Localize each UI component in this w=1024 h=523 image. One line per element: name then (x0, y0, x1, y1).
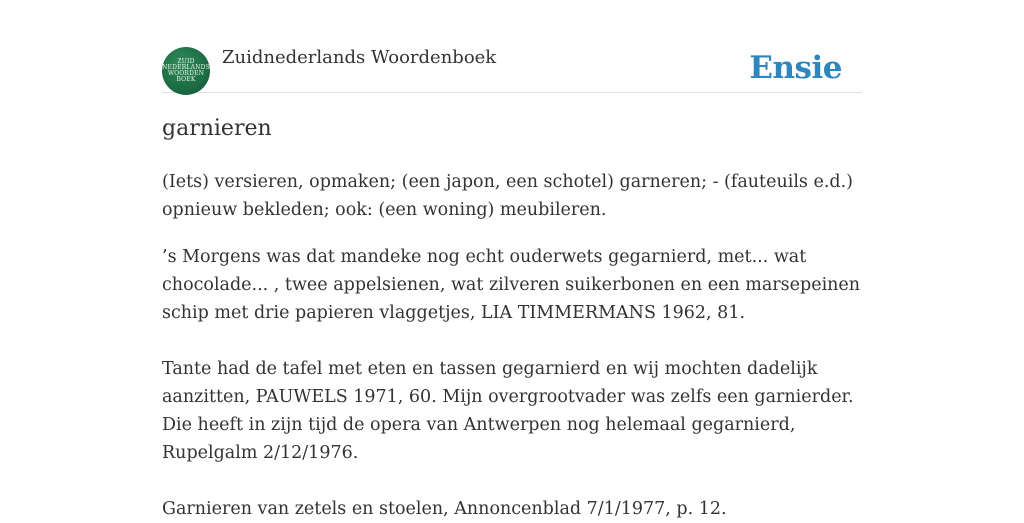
entry-definition: (Iets) versieren, opmaken; (een japon, een schotel) garneren; - (fauteuils e.d.) opnieuw bekleden; ook: (een woning) meubileren. (162, 172, 853, 220)
site-header (162, 44, 862, 93)
logo-text-line: NEDERLANDS (162, 64, 210, 71)
entry-example: ’s Morgens was dat mandeke nog echt ouderwets gegarnierd, met... wat chocolade... , twee appelsienen, wat zilveren suikerbonen en een marsepeinen schip met drie papieren vlaggetjes, LIA TIMMERMANS 1962, 81. (162, 247, 861, 323)
logo-text-line: BOEK (176, 76, 196, 83)
logo-text-line: WOORDEN (167, 70, 205, 77)
site-logo[interactable] (162, 47, 210, 95)
entry-term: garnieren (162, 116, 272, 141)
entry-example: Garnieren van zetels en stoelen, Annoncenblad 7/1/1977, p. 12. (162, 499, 727, 519)
site-title-link[interactable]: Zuidnederlands Woordenboek (222, 47, 497, 68)
page (162, 0, 862, 519)
logo-text-line: ZUID (177, 58, 195, 65)
ensie-brand-link[interactable]: Ensie (749, 50, 842, 86)
entry-example: Tante had de tafel met eten en tassen gegarnierd en wij mochten dadelijk aanzitten, PAUWELS 1971, 60. Mijn overgrootvader was zelfs een garnierder. Die heeft in zijn tijd de opera van Antwerpen nog helemaal gegarnierd, Rupelgalm 2/12/1976. (162, 359, 854, 463)
